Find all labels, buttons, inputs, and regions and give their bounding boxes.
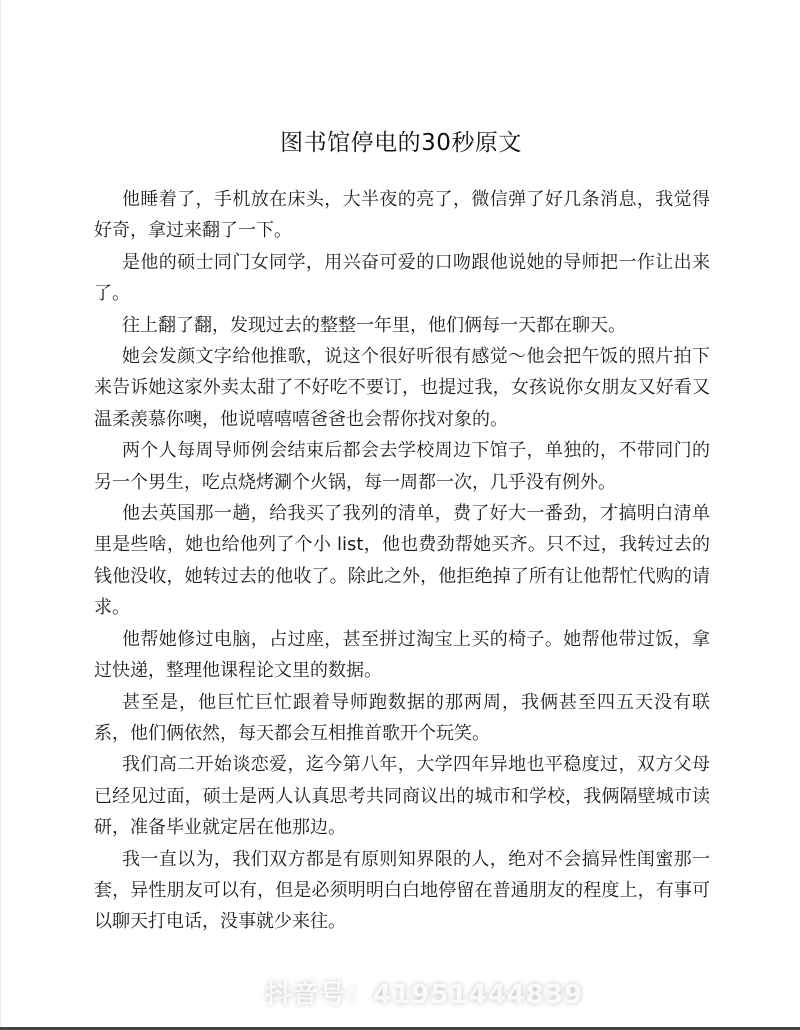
- document-body: [94, 184, 710, 938]
- paragraph-7: 他帮她修过电脑，占过座，甚至拼过淘宝上买的椅子。她帮他带过饭，拿过快递，整理他课程论文里的数据。: [94, 628, 710, 682]
- paragraph-3: 往上翻了翻，发现过去的整整一年里，他们俩每一天都在聊天。: [122, 314, 626, 336]
- paragraph-4: 她会发颜文字给他推歌，说这个很好听很有感觉～他会把午饭的照片拍下来告诉她这家外卖太甜了不好吃不要订，也提过我，女孩说你女朋友又好看又温柔羡慕你噢，他说嘻嘻嘻爸爸也会帮你找对象的。: [94, 346, 710, 430]
- watermark: [229, 978, 583, 1012]
- watermark-text: 抖音号：41951444839: [265, 980, 584, 1010]
- document-title: 图书馆停电的30秒原文: [280, 130, 522, 156]
- paragraph-10: 我一直以为，我们双方都是有原则知界限的人，绝对不会搞异性闺蜜那一套，异性朋友可以有，但是必须明明白白地停留在普通朋友的程度上，有事可以聊天打电话，没事就少来往。: [94, 848, 710, 933]
- douyin-logo-icon: [229, 984, 249, 1008]
- paragraph-2: 是他的硕士同门女同学，用兴奋可爱的口吻跟他说她的导师把一作让出来了。: [94, 251, 710, 305]
- paragraph-5: 两个人每周导师例会结束后都会去学校周边下馆子，单独的，不带同门的另一个男生，吃点烧烤涮个火锅，每一周都一次，几乎没有例外。: [94, 440, 710, 493]
- paragraph-1: 他睡着了，手机放在床头，大半夜的亮了，微信弹了好几条消息，我觉得好奇，拿过来翻了一下。: [94, 189, 710, 242]
- paragraph-8: 甚至是，他巨忙巨忙跟着导师跑数据的那两周，我俩甚至四五天没有联系，他们俩依然，每天都会互相推首歌开个玩笑。: [94, 691, 710, 744]
- paragraph-9: 我们高二开始谈恋爱，迄今第八年，大学四年异地也平稳度过，双方父母已经见过面，硕士是两人认真思考共同商议出的城市和学校，我俩隔壁城市读研，准备毕业就定居在他那边。: [94, 754, 710, 839]
- paragraph-6: 他去英国那一趟，给我买了我列的清单，费了好大一番劲，才搞明白清单里是些啥，她也给他列了个小 list，他也费劲帮她买齐。只不过，我转过去的钱他没收，她转过去的他收了。除此之外，他拒绝掉了所有让他帮忙代购的请求。: [94, 503, 710, 619]
